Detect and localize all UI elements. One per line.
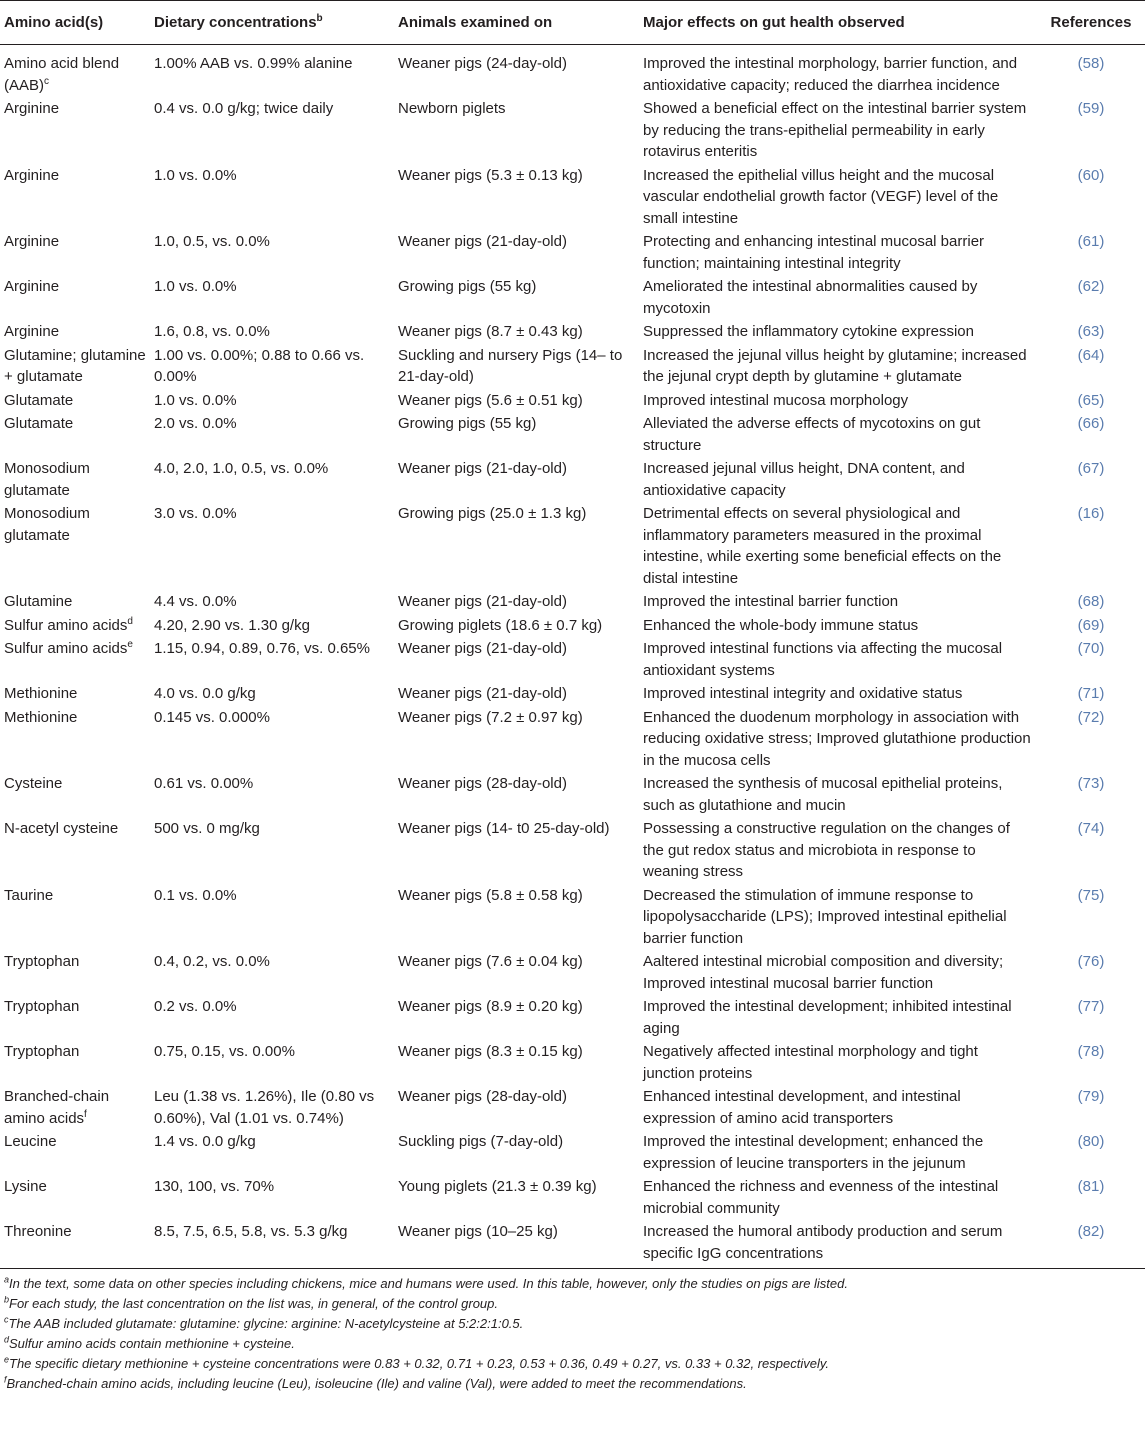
header-effects: Major effects on gut health observed <box>639 1 1037 45</box>
concentration-cell: 1.0 vs. 0.0% <box>154 166 237 184</box>
concentration-cell: 1.15, 0.94, 0.89, 0.76, vs. 0.65% <box>154 640 370 657</box>
footnote-marker: f <box>84 1108 87 1120</box>
animals-cell: Growing pigs (55 kg) <box>398 278 537 295</box>
table-footnotes <box>0 1269 1145 1395</box>
effects-cell: Enhanced the duodenum morphology in association with reducing oxidative stress; Improved glutathione production in the mucosa cells <box>643 708 1031 769</box>
concentration-cell: Leu (1.38 vs. 1.26%), Ile (0.80 vs 0.60%), Val (1.01 vs. 0.74%) <box>154 1088 375 1127</box>
reference-cell[interactable]: (60) <box>1077 166 1105 184</box>
footnote-marker: e <box>127 639 133 650</box>
concentration-cell: 1.00% AAB vs. 0.99% alanine <box>154 55 353 72</box>
effects-cell: Showed a beneficial effect on the intestinal barrier system by reducing the trans-epithelial permeability in early rotavirus enteritis <box>643 100 1027 160</box>
header-concentration: Dietary concentrations$^b$ <box>150 1 394 45</box>
header-references: References <box>1037 1 1145 45</box>
amino-acid-cell: Methionine <box>4 685 78 702</box>
effects-cell: Aaltered intestinal microbial composition and diversity; Improved intestinal mucosal barrier function <box>643 953 1004 992</box>
amino-acid-cell: Amino acid blend (AAB)$^c$ <box>4 55 120 94</box>
table-row <box>0 637 1145 682</box>
amino-acid-cell: Threonine <box>0 1220 150 1269</box>
animals-cell: Weaner pigs (21-day-old) <box>398 233 567 250</box>
concentration-cell: 0.61 vs. 0.00% <box>154 775 254 792</box>
effects-cell: Suppressed the inflammatory cytokine expression <box>643 323 974 340</box>
footnote: $^f$Branched-chain amino acids, including leucine (Leu), isoleucine (Ile) and valine (Val), were added to meet the recommendations. <box>4 1374 747 1391</box>
table-row <box>0 502 1145 590</box>
amino-acid-cell: Tryptophan <box>4 998 80 1015</box>
table-row <box>0 950 1145 995</box>
table-row <box>0 230 1145 275</box>
animals-cell: Growing pigs (55 kg) <box>398 415 537 432</box>
animals-cell: Suckling and nursery Pigs (14– to 21-day-old) <box>398 346 623 385</box>
concentration-cell: 0.2 vs. 0.0% <box>154 998 237 1015</box>
amino-acid-cell: Arginine <box>4 233 60 250</box>
reference-cell[interactable]: (82) <box>1037 1220 1145 1269</box>
effects-cell: Increased the jejunal villus height by glutamine; increased the jejunal crypt depth by glutamine + glutamate <box>643 346 1027 385</box>
reference-cell[interactable]: (77) <box>1077 998 1105 1015</box>
concentration-cell: 4.0, 2.0, 1.0, 0.5, vs. 0.0% <box>154 460 329 477</box>
amino-acid-cell: Tryptophan <box>4 953 80 970</box>
effects-cell: Improved the intestinal morphology, barrier function, and antioxidative capacity; reduced the diarrhea incidence <box>643 55 1018 94</box>
reference-cell[interactable]: (74) <box>1077 820 1105 837</box>
amino-acid-cell: Lysine <box>4 1178 47 1195</box>
amino-acid-cell: Leucine <box>4 1133 57 1150</box>
concentration-cell: 0.145 vs. 0.000% <box>154 708 270 726</box>
amino-acid-cell: Glutamine; glutamine + glutamate <box>4 346 146 385</box>
effects-cell: Protecting and enhancing intestinal mucosal barrier function; maintaining intestinal integrity <box>643 233 985 272</box>
effects-cell: Improved the intestinal development; enhanced the expression of leucine transporters in the jejunum <box>643 1133 984 1172</box>
reference-cell[interactable]: (16) <box>1077 505 1105 522</box>
table-header <box>0 1 1145 45</box>
reference-cell[interactable]: (61) <box>1077 233 1105 250</box>
amino-acid-cell: Taurine <box>4 886 54 904</box>
concentration-cell: 1.0 vs. 0.0% <box>154 278 237 295</box>
reference-cell[interactable]: (75) <box>1077 886 1105 904</box>
reference-cell[interactable]: (73) <box>1077 775 1105 792</box>
header-amino-acid: Amino acid(s) <box>0 1 150 45</box>
animals-cell: Growing pigs (25.0 ± 1.3 kg) <box>398 505 587 522</box>
animals-cell: Weaner pigs (24-day-old) <box>398 55 567 72</box>
reference-cell[interactable]: (76) <box>1077 953 1105 970</box>
effects-cell: Increased the synthesis of mucosal epithelial proteins, such as glutathione and mucin <box>643 775 1003 814</box>
amino-acid-cell: Sulfur amino acids$^e$ <box>4 639 133 657</box>
reference-cell[interactable]: (59) <box>1077 100 1105 117</box>
reference-cell[interactable]: (80) <box>1077 1133 1105 1150</box>
animals-cell: Suckling pigs (7-day-old) <box>398 1133 564 1150</box>
animals-cell: Weaner pigs (5.8 ± 0.58 kg) <box>398 886 583 904</box>
footnote-marker: c <box>44 75 50 87</box>
reference-cell[interactable]: (68) <box>1077 593 1105 610</box>
table-row <box>0 614 1145 638</box>
animals-cell: Weaner pigs (10–25 kg) <box>394 1220 639 1269</box>
table-body <box>0 45 1145 1269</box>
concentration-cell: 0.75, 0.15, vs. 0.00% <box>154 1043 295 1060</box>
amino-acid-cell: Branched-chain amino acids$^f$ <box>4 1088 110 1127</box>
table-row <box>0 1130 1145 1175</box>
header-animals: Animals examined on <box>394 1 639 45</box>
effects-cell: Detrimental effects on several physiological and inflammatory parameters measured in the proximal intestine, while exerting some beneficial effects on the distal intestine <box>643 505 1002 587</box>
amino-acid-cell: Arginine <box>4 278 60 295</box>
table-row <box>0 389 1145 413</box>
reference-cell[interactable]: (62) <box>1077 278 1105 295</box>
footnote-marker: d <box>127 615 133 627</box>
table-row <box>0 706 1145 773</box>
amino-acid-cell: Arginine <box>4 100 60 117</box>
footnote: $^c$The AAB included glutamate: glutamine: glycine: arginine: N-acetylcysteine at 5:2:2:1:0.5. <box>4 1314 524 1331</box>
table-row <box>0 772 1145 817</box>
concentration-cell: 2.0 vs. 0.0% <box>154 415 237 432</box>
effects-cell: Increased the humoral antibody production and serum specific IgG concentrations <box>639 1220 1037 1269</box>
animals-cell: Weaner pigs (8.7 ± 0.43 kg) <box>398 323 583 340</box>
footnotes <box>0 1269 1145 1395</box>
effects-cell: Enhanced the whole-body immune status <box>643 616 919 634</box>
amino-acid-cell: Glutamate <box>4 391 74 409</box>
concentration-cell: 0.4 vs. 0.0 g/kg; twice daily <box>154 100 334 117</box>
table-row <box>0 590 1145 614</box>
concentration-cell: 130, 100, vs. 70% <box>154 1178 275 1195</box>
effects-cell: Enhanced the richness and evenness of the intestinal microbial community <box>643 1178 999 1217</box>
amino-acid-cell: N-acetyl cysteine <box>4 820 119 837</box>
concentration-cell: 1.4 vs. 0.0 g/kg <box>154 1133 256 1150</box>
table-row <box>0 682 1145 706</box>
effects-cell: Increased the epithelial villus height and the mucosal vascular endothelial growth factor (VEGF) level of the small intestine <box>643 166 999 227</box>
table-row <box>0 412 1145 457</box>
reference-cell[interactable]: (79) <box>1077 1088 1105 1105</box>
effects-cell: Enhanced intestinal development, and intestinal expression of amino acid transporters <box>643 1088 961 1127</box>
animals-cell: Growing piglets (18.6 ± 0.7 kg) <box>398 616 603 634</box>
concentration-cell: 1.0 vs. 0.0% <box>154 391 237 409</box>
table-row <box>0 275 1145 320</box>
amino-acid-cell: Monosodium glutamate <box>4 505 90 544</box>
table-row <box>0 884 1145 951</box>
table-row <box>0 1040 1145 1085</box>
effects-cell: Improved intestinal integrity and oxidative status <box>643 685 963 702</box>
reference-cell[interactable]: (78) <box>1077 1043 1105 1060</box>
effects-cell: Improved intestinal functions via affecting the mucosal antioxidant systems <box>643 640 1003 679</box>
effects-cell: Ameliorated the intestinal abnormalities caused by mycotoxin <box>643 278 978 317</box>
concentration-cell: 4.20, 2.90 vs. 1.30 g/kg <box>154 616 310 634</box>
amino-acid-cell: Arginine <box>4 166 60 184</box>
concentration-cell: 1.0, 0.5, vs. 0.0% <box>154 233 270 250</box>
animals-cell: Weaner pigs (5.3 ± 0.13 kg) <box>398 166 583 184</box>
table-row <box>0 320 1145 344</box>
reference-cell[interactable]: (64) <box>1077 346 1105 364</box>
amino-acid-cell: Methionine <box>4 708 78 726</box>
animals-cell: Weaner pigs (8.3 ± 0.15 kg) <box>398 1043 583 1060</box>
animals-cell: Weaner pigs (7.6 ± 0.04 kg) <box>398 953 583 970</box>
animals-cell: Weaner pigs (21-day-old) <box>398 460 567 477</box>
table-row <box>0 45 1145 98</box>
footnote: $^e$The specific dietary methionine + cysteine concentrations were 0.83 + 0.32, 0.71 + 0.23, 0.53 + 0.36, 0.49 + 0.27, vs. 0.33 + 0.32, respectively. <box>4 1354 830 1371</box>
amino-acid-cell: Sulfur amino acids$^d$ <box>4 615 133 634</box>
amino-acid-cell: Arginine <box>4 323 60 340</box>
footnote: $^d$Sulfur amino acids contain methionine + cysteine. <box>4 1334 295 1351</box>
table-row <box>0 344 1145 389</box>
animals-cell: Weaner pigs (14- t0 25-day-old) <box>398 820 610 837</box>
table-row <box>0 97 1145 164</box>
animals-cell: Weaner pigs (21-day-old) <box>398 640 567 657</box>
table-row <box>0 995 1145 1040</box>
effects-cell: Increased jejunal villus height, DNA content, and antioxidative capacity <box>643 460 965 499</box>
table-row <box>0 164 1145 231</box>
footnote: $^a$In the text, some data on other species including chickens, mice and humans were used. In this table, however, only the studies on pigs are listed. <box>4 1274 848 1291</box>
concentration-cell: 0.4, 0.2, vs. 0.0% <box>154 953 270 970</box>
reference-cell[interactable]: (58) <box>1077 55 1105 72</box>
concentration-cell: 1.00 vs. 0.00%; 0.88 to 0.66 vs. 0.00% <box>154 346 365 385</box>
amino-acid-cell: Glutamate <box>4 415 74 432</box>
effects-cell: Improved the intestinal barrier function <box>643 593 899 610</box>
effects-cell: Improved the intestinal development; inhibited intestinal aging <box>643 998 1012 1037</box>
reference-cell[interactable]: (71) <box>1077 685 1105 702</box>
animals-cell: Weaner pigs (28-day-old) <box>398 1088 567 1105</box>
reference-cell[interactable]: (69) <box>1077 616 1105 634</box>
reference-cell[interactable]: (81) <box>1077 1178 1105 1195</box>
concentration-cell: 500 vs. 0 mg/kg <box>154 820 260 837</box>
concentration-cell: 1.6, 0.8, vs. 0.0% <box>154 323 270 340</box>
table-row <box>0 817 1145 884</box>
table-row <box>0 1220 1145 1269</box>
animals-cell: Newborn piglets <box>398 100 506 117</box>
amino-acid-cell: Tryptophan <box>4 1043 80 1060</box>
amino-acid-cell: Glutamine <box>4 593 73 610</box>
animals-cell: Weaner pigs (28-day-old) <box>398 775 567 792</box>
effects-cell: Negatively affected intestinal morphology and tight junction proteins <box>643 1043 978 1082</box>
footnote: $^b$For each study, the last concentration on the list was, in general, of the control group. <box>4 1294 498 1311</box>
amino-acid-cell: Monosodium glutamate <box>4 460 90 499</box>
table-row <box>0 457 1145 502</box>
concentration-cell: 4.0 vs. 0.0 g/kg <box>154 685 256 702</box>
animals-cell: Young piglets (21.3 ± 0.39 kg) <box>398 1178 597 1195</box>
concentration-cell: 0.1 vs. 0.0% <box>154 886 237 904</box>
concentration-cell: 8.5, 7.5, 6.5, 5.8, vs. 5.3 g/kg <box>150 1220 394 1269</box>
animals-cell: Weaner pigs (8.9 ± 0.20 kg) <box>398 998 583 1015</box>
reference-cell[interactable]: (65) <box>1077 391 1105 409</box>
table-row <box>0 1085 1145 1130</box>
reference-cell[interactable]: (66) <box>1077 415 1105 432</box>
effects-cell: Improved intestinal mucosa morphology <box>643 391 909 409</box>
animals-cell: Weaner pigs (21-day-old) <box>398 593 567 610</box>
effects-cell: Possessing a constructive regulation on the changes of the gut redox status and microbiota in response to weaning stress <box>643 820 1010 880</box>
reference-cell[interactable]: (72) <box>1077 708 1105 726</box>
concentration-cell: 4.4 vs. 0.0% <box>154 593 237 610</box>
concentration-cell: 3.0 vs. 0.0% <box>154 505 237 522</box>
reference-cell[interactable]: (70) <box>1077 640 1105 657</box>
effects-cell: Decreased the stimulation of immune response to lipopolysaccharide (LPS); Improved intestinal epithelial barrier function <box>643 886 1007 947</box>
reference-cell[interactable]: (63) <box>1077 323 1105 340</box>
animals-cell: Weaner pigs (7.2 ± 0.97 kg) <box>398 708 583 726</box>
table-row <box>0 1175 1145 1220</box>
animals-cell: Weaner pigs (5.6 ± 0.51 kg) <box>398 391 583 409</box>
effects-cell: Alleviated the adverse effects of mycotoxins on gut structure <box>643 415 981 454</box>
amino-acid-cell: Cysteine <box>4 775 63 792</box>
animals-cell: Weaner pigs (21-day-old) <box>398 685 567 702</box>
reference-cell[interactable]: (67) <box>1077 460 1105 477</box>
